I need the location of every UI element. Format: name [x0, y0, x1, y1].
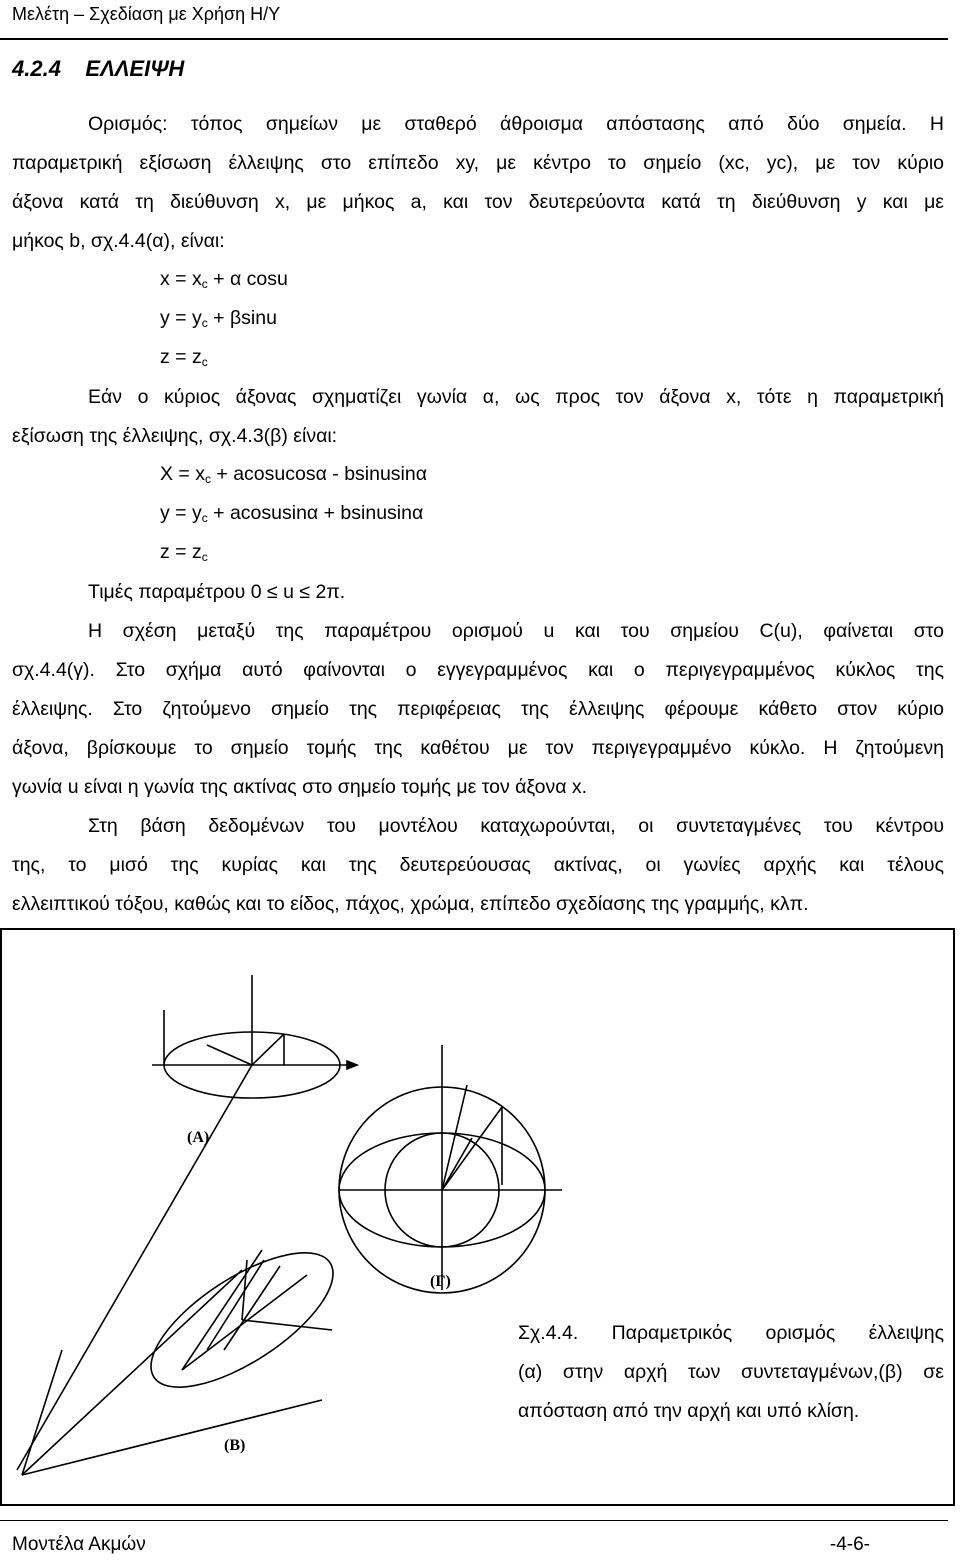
paragraph-2-line-1: Εάν ο κύριος άξονας σχηματίζει γωνία α, ως προς τον άξονα x, τότε η παραμετρική: [88, 386, 944, 408]
paragraph-1-line-4: μήκος b, σχ.4.4(α), είναι:: [12, 230, 225, 252]
paragraph-4-line-2: της, το μισό της κυρίας και της δευτερεύουσας ακτίνας, οι γωνίες αρχής και τέλους: [12, 854, 944, 876]
paragraph-4-line-1: Στη βάση δεδομένων του μοντέλου καταχωρούνται, οι συντεταγμένες του κέντρου: [88, 815, 944, 837]
section-title: ΕΛΛΕΙΨΗ: [85, 56, 185, 81]
figure-caption-line-3: απόσταση από την αρχή και υπό κλίση.: [518, 1400, 860, 1422]
page-number: -4-6-: [829, 1534, 870, 1555]
figure-label-a: (A): [187, 1129, 210, 1146]
equation-rotated-z: $z = z_c$: [160, 541, 208, 564]
footer-title: Μοντέλα Ακμών: [12, 1534, 146, 1555]
figure-label-b: (B): [224, 1437, 246, 1454]
paragraph-3-line-3: έλλειψης. Στο ζητούμενο σημείο της περιφέρειας της έλλειψης φέρουμε κάθετο στον κύριο: [12, 698, 944, 720]
figure-caption-line-1: Σχ.4.4. Παραμετρικός ορισμός έλλειψης: [518, 1322, 944, 1344]
equation-rotated-y: $y = y_c$ + acosusinα + bsinusinα: [160, 502, 424, 525]
figure-b-drawing: [22, 1228, 353, 1475]
section-heading: [12, 56, 184, 82]
paragraph-3-line-5: γωνία u είναι η γωνία της ακτίνας στο σημείο τομής με τον άξονα x.: [12, 776, 588, 798]
paragraph-1-line-1: Ορισμός: τόπος σημείων με σταθερό άθροισμα απόστασης από δύο σημεία. Η: [88, 113, 944, 135]
paragraph-1-line-2: παραμετρική εξίσωση έλλειψης στο επίπεδο xy, με κέντρο το σημείο (xc, yc), με τον κύριο: [12, 152, 944, 174]
paragraph-4-line-3: ελλειπτικού τόξου, καθώς και το είδος, πάχος, χρώμα, επίπεδο σχεδίασης της γραμμής, κλπ.: [12, 893, 809, 915]
equation-z: $z = z_c$: [160, 346, 208, 369]
paragraph-3-line-1: Η σχέση μεταξύ της παραμέτρου ορισμού u και του σημείου C(u), φαίνεται στο: [88, 620, 944, 642]
header-rule: [0, 38, 948, 40]
figure-label-c: (Γ): [430, 1273, 451, 1290]
figure-caption-line-2: (α) στην αρχή των συντεταγμένων,(β) σε: [518, 1361, 944, 1383]
equation-rotated-x: $X = x_c$ + acosucosα - bsinusinα: [160, 463, 428, 486]
paragraph-1-line-3: άξονα κατά τη διεύθυνση x, με μήκος a, και τον δευτερεύοντα κατά τη διεύθυνση y και με: [12, 191, 944, 213]
equation-x: $x = x_c + \alpha$ cosu: [160, 268, 288, 291]
footer-rule: [0, 1520, 948, 1521]
equation-y: $y = y_c + \beta\sin u$: [160, 307, 277, 330]
section-number: 4.2.4: [12, 56, 61, 81]
paragraph-3-line-4: άξονα, βρίσκουμε το σημείο τομής της καθέτου με τον περιγεγραμμένο κύκλο. Η ζητούμενη: [12, 737, 944, 759]
figure-a-drawing: [17, 975, 357, 1470]
running-header: Μελέτη – Σχεδίαση με Χρήση Η/Υ: [12, 4, 281, 24]
parameter-range: Τιμές παραμέτρου 0 ≤ u ≤ 2π.: [88, 581, 346, 603]
paragraph-2-line-2: εξίσωση της έλλειψης, σχ.4.3(β) είναι:: [12, 425, 338, 447]
figure-c-drawing: [339, 1045, 562, 1293]
paragraph-3-line-2: σχ.4.4(γ). Στο σχήμα αυτό φαίνονται ο εγγεγραμμένος και ο περιγεγραμμένος κύκλος της: [12, 659, 944, 681]
